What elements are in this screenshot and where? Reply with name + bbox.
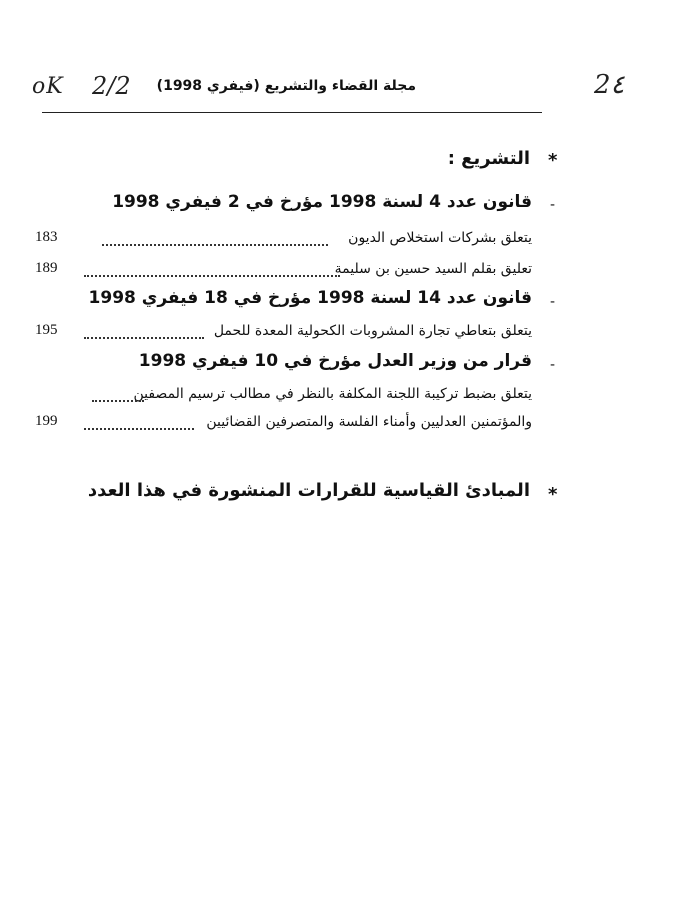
journal-title: مجلة القضاء والتشريع (فيفري 1998) (156, 78, 416, 94)
page-number: 183 (35, 229, 58, 245)
handwritten-page-number: 2٤ (594, 70, 625, 100)
leader-dots (84, 337, 204, 339)
leader-dots (84, 275, 340, 277)
section-bullet: * (548, 150, 558, 171)
law-1-title: قانون عدد 4 لسنة 1998 مؤرخ في 2 فيفري 1998 (112, 192, 532, 212)
header-rule (42, 112, 542, 113)
leader-dots (84, 428, 194, 430)
page-number: 199 (35, 413, 58, 429)
decree-entry-line-1: يتعلق بضبط تركيبة اللجنة المكلفة بالنظر في مطالب ترسيم المصفين (133, 386, 532, 402)
decree-entry-line-2: والمؤتمنين العدليين وأمناء الفلسة والمتصرفين القضائيين (206, 414, 532, 430)
leader-dots (102, 244, 328, 246)
handwritten-date-mark: 2/2 (92, 72, 131, 100)
commentary-entry-text: تعليق بقلم السيد حسين بن سليمة (334, 261, 532, 277)
section-title-principles: المبادئ القياسية للقرارات المنشورة في هذا العدد (87, 480, 530, 501)
leader-dots (92, 400, 144, 402)
law-1-entry-text: يتعلق بشركات استخلاص الديون (348, 230, 532, 246)
list-dash: - (550, 294, 556, 310)
section-bullet: * (548, 484, 558, 505)
page-number: 195 (35, 322, 58, 338)
section-title-legislation: التشريع : (447, 148, 530, 169)
law-2-entry-text: يتعلق بتعاطي تجارة المشروبات الكحولية المعدة للحمل (213, 323, 532, 339)
law-2-title: قانون عدد 14 لسنة 1998 مؤرخ في 18 فيفري 1998 (88, 288, 532, 308)
list-dash: - (550, 357, 556, 373)
list-dash: - (550, 197, 556, 213)
handwritten-ok-mark: oK (32, 74, 64, 99)
decree-title: قرار من وزير العدل مؤرخ في 10 فيفري 1998 (138, 351, 532, 371)
page-number: 189 (35, 260, 58, 276)
